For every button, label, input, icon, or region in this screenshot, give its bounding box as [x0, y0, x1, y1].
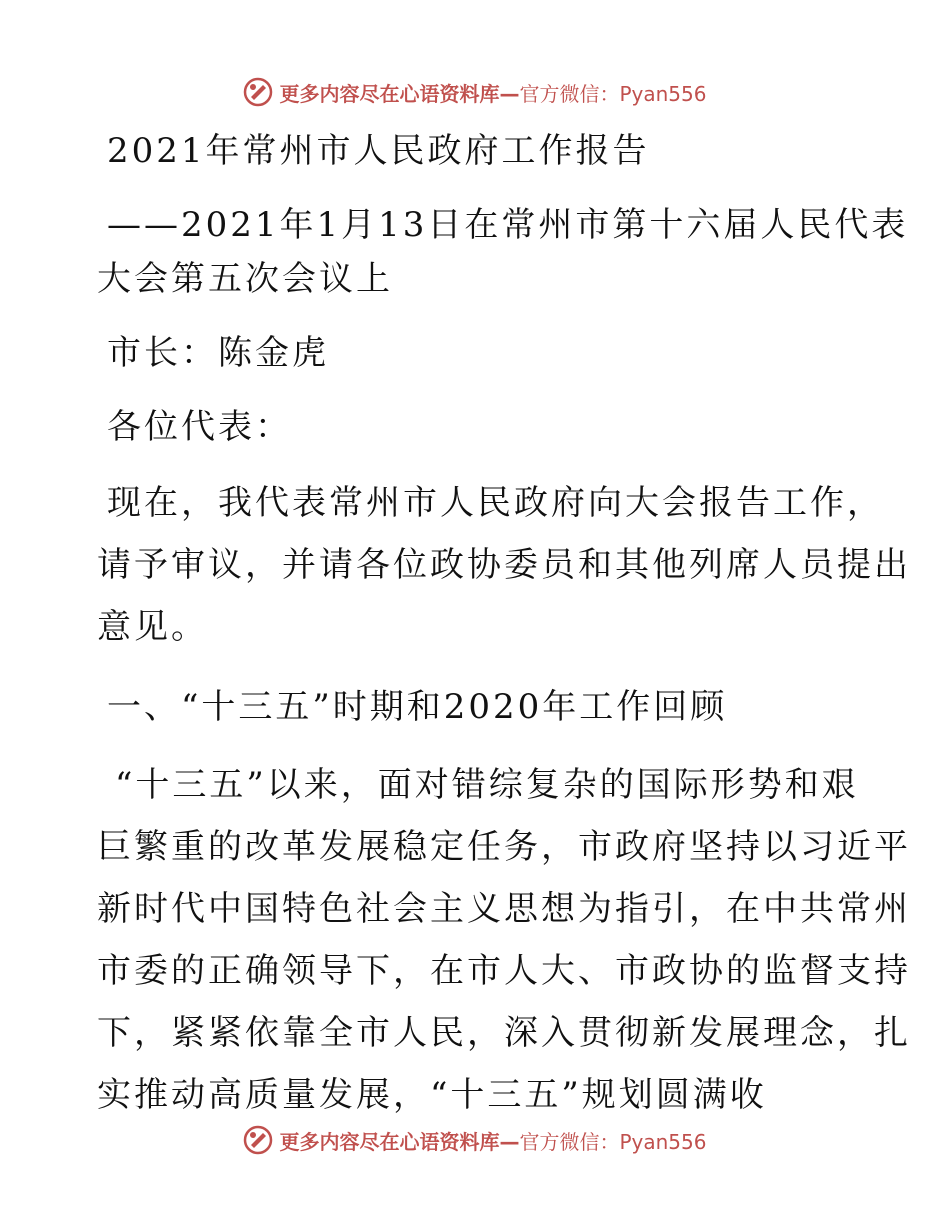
footer-banner	[0, 1120, 950, 1160]
section-1-heading: 一、“十三五”时期和2020年工作回顾	[107, 687, 728, 727]
footer-promo-text: 更多内容尽在心语资料库—	[279, 1129, 520, 1154]
salutation-line: 各位代表：	[107, 407, 292, 447]
body-line-1: “十三五”以来，面对错综复杂的国际形势和艰	[115, 765, 859, 805]
seal-logo-icon	[243, 1125, 273, 1155]
intro-line-2: 请予审议，并请各位政协委员和其他列席人员提出	[97, 545, 911, 585]
body-line-3: 新时代中国特色社会主义思想为指引，在中共常州	[97, 889, 911, 929]
body-line-4: 市委的正确领导下，在市人大、市政协的监督支持	[97, 951, 911, 991]
intro-line-3: 意见。	[97, 607, 208, 647]
document-subtitle-line-2: 大会第五次会议上	[97, 259, 393, 299]
header-banner	[0, 72, 950, 112]
header-wechat-text: 官方微信：Pyan556	[519, 81, 707, 106]
seal-logo-icon	[243, 77, 273, 107]
header-promo-text: 更多内容尽在心语资料库—	[279, 81, 520, 106]
document-body	[97, 120, 911, 1122]
document-subtitle-line-1: ——2021年1月13日在常州市第十六届人民代表	[107, 205, 909, 245]
intro-line-1: 现在，我代表常州市人民政府向大会报告工作，	[107, 483, 884, 523]
footer-wechat-text: 官方微信：Pyan556	[519, 1129, 707, 1154]
body-line-6: 实推动高质量发展，“十三五”规划圆满收	[97, 1075, 767, 1115]
body-line-5: 下，紧紧依靠全市人民，深入贯彻新发展理念，扎	[97, 1013, 911, 1053]
body-line-2: 巨繁重的改革发展稳定任务，市政府坚持以习近平	[97, 827, 911, 867]
document-title: 2021年常州市人民政府工作报告	[107, 131, 650, 171]
speaker-line: 市长：陈金虎	[107, 333, 329, 373]
